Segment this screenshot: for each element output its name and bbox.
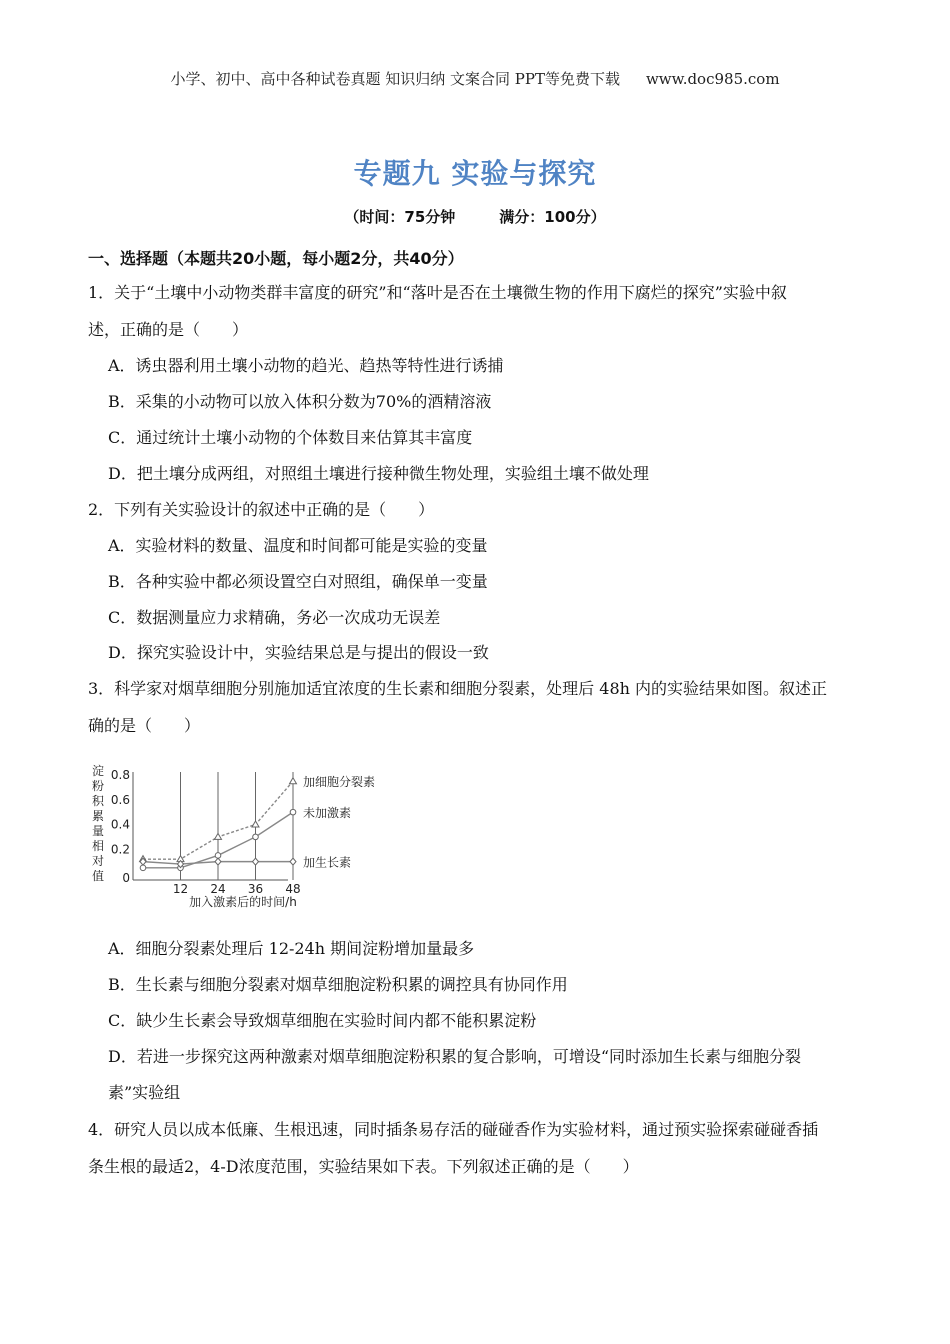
- y-tick-label: 0.4: [110, 817, 130, 832]
- question-2-stem: 2．下列有关实验设计的叙述中正确的是（ ）: [88, 500, 435, 519]
- x-tick-label: 48: [285, 882, 301, 896]
- series-point: [252, 821, 259, 827]
- question-1-option-d: D．把土壤分成两组，对照组土壤进行接种微生物处理，实验组土壤不做处理: [108, 464, 649, 483]
- x-tick-label: 24: [210, 882, 226, 896]
- y-tick-label: 0.8: [110, 768, 130, 782]
- series-point: [290, 778, 297, 784]
- exam-info: [0, 206, 950, 227]
- series-point: [253, 834, 259, 840]
- x-tick-label: 12: [172, 882, 189, 896]
- series-point: [290, 809, 296, 815]
- section-heading: 一、选择题（本题共20小题，每小题2分，共40分）: [88, 249, 464, 268]
- question-2-option-b: B．各种实验中都必须设置空白对照组，确保单一变量: [108, 572, 488, 591]
- exam-score: 满分：100分）: [499, 208, 606, 226]
- series-label: 未加激素: [303, 806, 352, 821]
- question-2-option-a: A．实验材料的数量、温度和时间都可能是实验的变量: [108, 536, 488, 555]
- series-point: [215, 833, 222, 839]
- series-point: [290, 858, 296, 865]
- question-3-option-b: B．生长素与细胞分裂素对烟草细胞淀粉积累的调控具有协同作用: [108, 975, 568, 994]
- series-point: [215, 858, 221, 865]
- question-1-option-b: B．采集的小动物可以放入体积分数为70%的酒精溶液: [108, 392, 492, 411]
- question-1-option-a: A．诱虫器利用土壤小动物的趋光、趋热等特性进行诱捕: [108, 356, 504, 375]
- header-site-link[interactable]: www.doc985.com: [645, 70, 780, 88]
- question-3-option-d-cont: 素”实验组: [108, 1083, 181, 1102]
- page-header: [0, 68, 950, 89]
- y-tick-label: 0.6: [110, 792, 130, 807]
- header-text: 小学、初中、高中各种试卷真题 知识归纳 文案合同 PPT等免费下载: [170, 70, 620, 88]
- question-4-stem-cont: 条生根的最适2，4-D浓度范围，实验结果如下表。下列叙述正确的是（ ）: [88, 1157, 639, 1176]
- y-tick-label: 0: [122, 871, 130, 885]
- question-1-stem: 1．关于“土壤中小动物类群丰富度的研究”和“落叶是否在土壤微生物的作用下腐烂的探究”实验中叙: [88, 283, 787, 302]
- question-1-option-c: C．通过统计土壤小动物的个体数目来估算其丰富度: [108, 428, 473, 447]
- question-1-stem-cont: 述，正确的是（ ）: [88, 320, 249, 339]
- question-3-option-c: C．缺少生长素会导致烟草细胞在实验时间内都不能积累淀粉: [108, 1011, 537, 1030]
- question-2-option-c: C．数据测量应力求精确，务必一次成功无误差: [108, 608, 441, 627]
- series-point: [253, 858, 259, 865]
- question-3-option-a: A．细胞分裂素处理后 12-24h 期间淀粉增加量最多: [108, 939, 475, 958]
- question-3-stem: 3．科学家对烟草细胞分别施加适宜浓度的生长素和细胞分裂素，处理后 48h 内的实验结果如图。叙述正: [88, 679, 828, 698]
- chart-ylabel: [92, 763, 105, 883]
- question-3-stem-cont: 确的是（ ）: [88, 716, 201, 735]
- exam-time: （时间：75分钟: [344, 208, 456, 226]
- starch-accumulation-chart: [88, 757, 378, 912]
- chart-ylabel-text: 淀粉积累量相对值: [91, 764, 105, 883]
- question-4-stem: 4．研究人员以成本低廉、生根迅速，同时插条易存活的碰碰香作为实验材料，通过预实验探索碰碰香插: [88, 1120, 819, 1139]
- series-label: 加生长素: [303, 855, 352, 870]
- question-2-option-d: D．探究实验设计中，实验结果总是与提出的假设一致: [108, 643, 489, 662]
- series-label: 加细胞分裂素: [303, 775, 376, 790]
- page-title: 专题九 实验与探究: [353, 157, 597, 190]
- y-tick-label: 0.2: [110, 842, 130, 857]
- question-3-option-d: D．若进一步探究这两种激素对烟草细胞淀粉积累的复合影响，可增设“同时添加生长素与细胞分裂: [108, 1047, 802, 1066]
- x-tick-label: 36: [247, 882, 264, 896]
- chart-xlabel: 加入激素后的时间/h: [189, 895, 297, 909]
